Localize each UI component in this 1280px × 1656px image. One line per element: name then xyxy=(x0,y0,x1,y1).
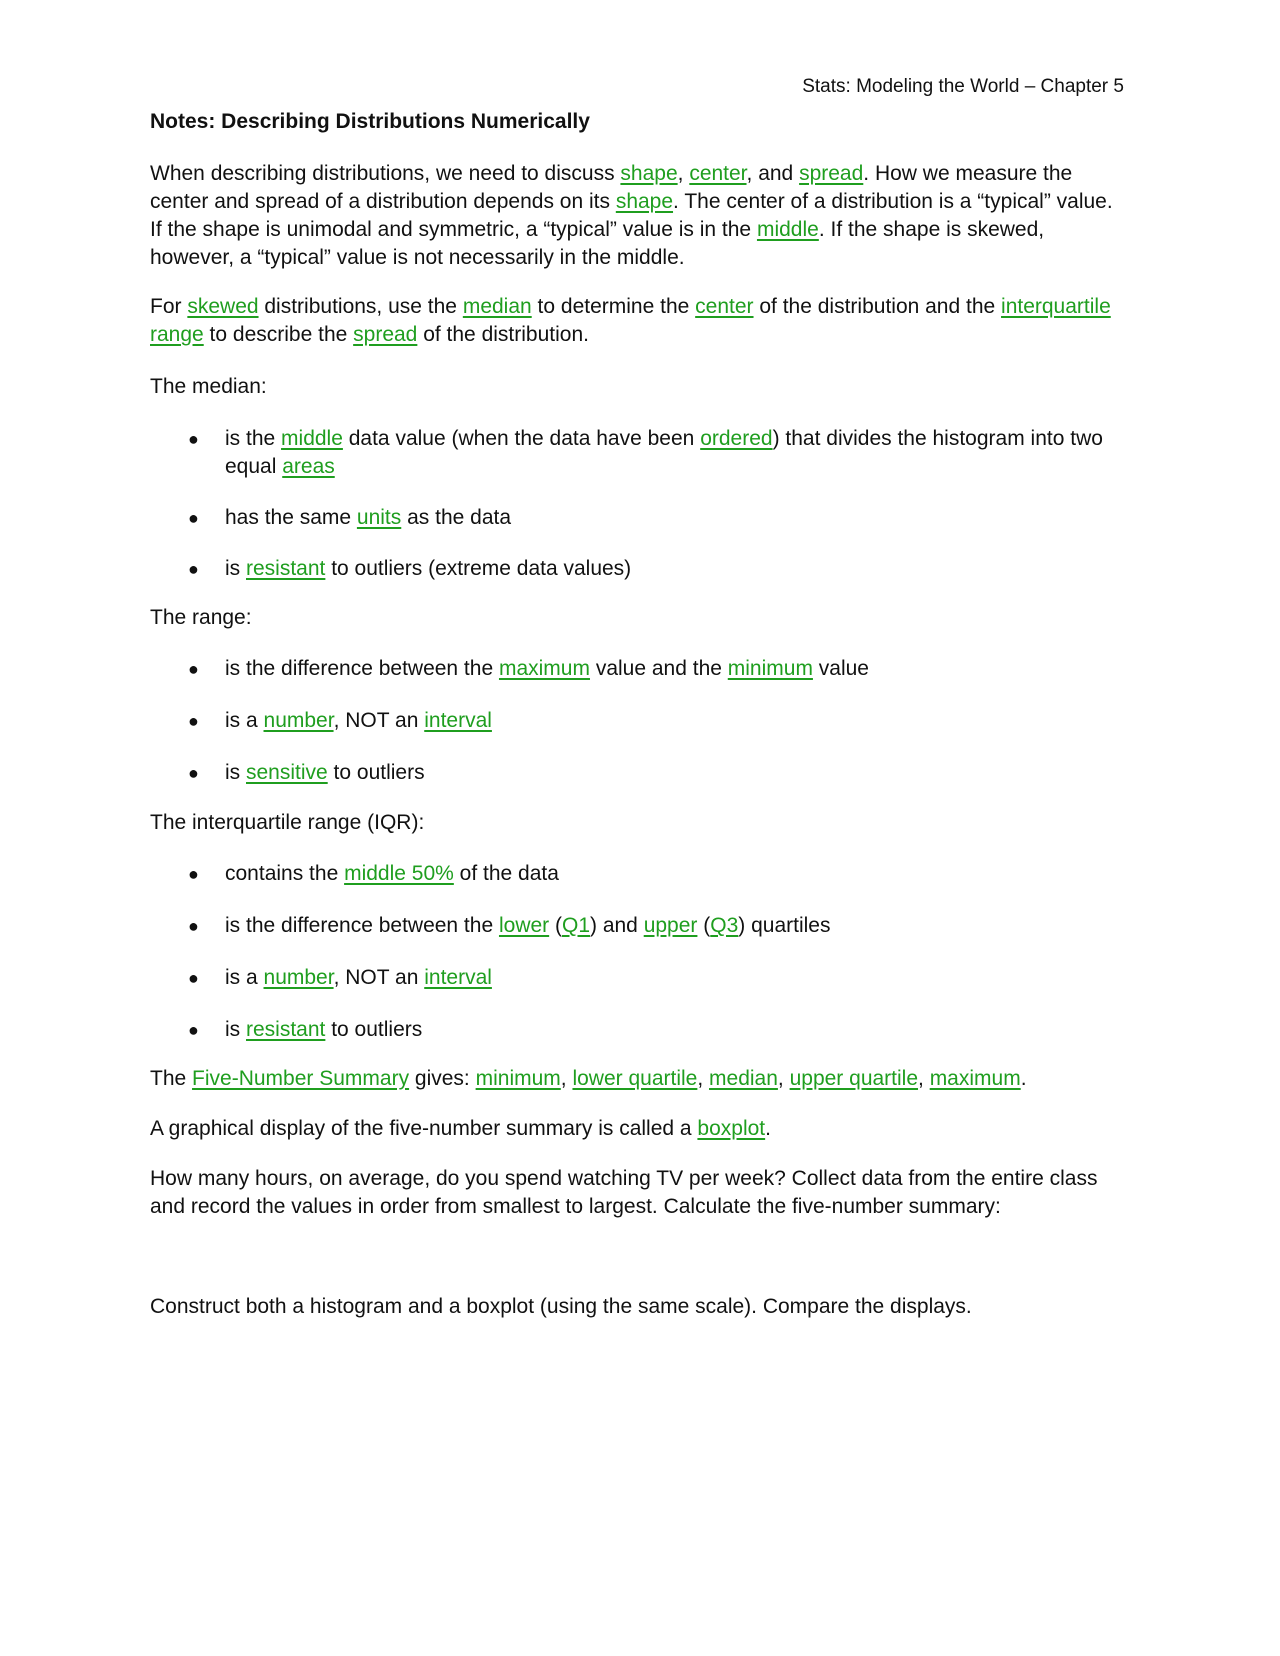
list-item-text xyxy=(225,709,492,732)
list-item xyxy=(150,555,1130,583)
text-run: of the distribution. xyxy=(417,323,589,346)
text-run: distributions, use the xyxy=(258,295,463,318)
answer-term: units xyxy=(356,506,402,529)
iqr-list xyxy=(150,860,1130,1044)
text-run: as the data xyxy=(401,506,512,529)
text-run: to describe the xyxy=(203,323,354,346)
answer-term: minimum xyxy=(475,1067,561,1090)
boxplot-paragraph xyxy=(150,1115,1130,1143)
answer-term: shape xyxy=(620,162,678,185)
text-run: . If the shape is skewed, however, a “typical” value is not necessarily in the middle. xyxy=(150,218,1045,269)
text-run: How many hours, on average, do you spend watching TV per week? Collect data from the entire class and record the values in order from smallest to largest. Calculate the five-number summary: xyxy=(150,1167,1098,1218)
construct-paragraph xyxy=(150,1293,1130,1321)
bullet-icon: ● xyxy=(188,1020,199,1040)
answer-term: number xyxy=(263,966,334,989)
text-run: ( xyxy=(697,914,711,937)
answer-term: resistant xyxy=(246,557,326,580)
bullet-icon: ● xyxy=(188,429,199,449)
answer-term: Q1 xyxy=(561,914,590,937)
list-item-text xyxy=(225,862,559,885)
answer-term: Q3 xyxy=(710,914,739,937)
text-run: to outliers xyxy=(327,761,425,784)
text-run: A graphical display of the five-number summary is called a xyxy=(150,1117,698,1140)
text-run: is the xyxy=(225,427,282,450)
list-item xyxy=(150,912,1130,940)
list-item xyxy=(150,1016,1130,1044)
text-run: , NOT an xyxy=(333,709,425,732)
list-item xyxy=(150,504,1130,532)
text-run: , xyxy=(777,1067,790,1090)
iqr-heading: The interquartile range (IQR): xyxy=(150,811,425,834)
bullet-icon: ● xyxy=(188,659,199,679)
text-run: , xyxy=(560,1067,573,1090)
text-run: value and the xyxy=(589,657,728,680)
text-run: For xyxy=(150,295,188,318)
text-run: data value (when the data have been xyxy=(342,427,701,450)
list-item xyxy=(150,759,1130,787)
answer-term: interquartile range xyxy=(150,295,1111,346)
list-item xyxy=(150,707,1130,735)
list-item-text xyxy=(225,657,869,680)
text-run: ( xyxy=(549,914,562,937)
answer-term: sensitive xyxy=(246,761,328,784)
list-item xyxy=(150,425,1130,481)
text-run: ) that divides the histogram into two equal xyxy=(225,427,1103,478)
bullet-icon: ● xyxy=(188,711,199,731)
text-run: to determine the xyxy=(531,295,696,318)
bullet-icon: ● xyxy=(188,763,199,783)
answer-term: middle xyxy=(281,427,343,450)
list-item-text xyxy=(225,427,1103,478)
text-run: to outliers (extreme data values) xyxy=(325,557,632,580)
text-run: ) quartiles xyxy=(738,914,831,937)
five-number-paragraph xyxy=(150,1065,1130,1093)
answer-term: minimum xyxy=(727,657,813,680)
answer-term: median xyxy=(709,1067,778,1090)
text-run: . xyxy=(765,1117,771,1140)
text-run: of the distribution and the xyxy=(753,295,1002,318)
answer-term: median xyxy=(462,295,532,318)
answer-term: lower xyxy=(498,914,550,937)
answer-term: maximum xyxy=(498,657,590,680)
text-run: . xyxy=(1020,1067,1027,1090)
text-run: is a xyxy=(225,966,264,989)
range-list xyxy=(150,655,1130,787)
answer-term: areas xyxy=(282,455,335,478)
document-title: Notes: Describing Distributions Numerically xyxy=(150,110,590,133)
median-list xyxy=(150,425,1130,583)
text-run: , xyxy=(918,1067,930,1090)
text-run: Construct both a histogram and a boxplot (using the same scale). Compare the displays. xyxy=(150,1295,972,1318)
list-item-text xyxy=(225,966,492,989)
answer-term: interval xyxy=(424,966,492,989)
answer-term: interval xyxy=(424,709,492,732)
text-run: to outliers xyxy=(325,1018,423,1041)
bullet-icon: ● xyxy=(188,864,199,884)
bullet-icon: ● xyxy=(188,916,199,936)
answer-term: center xyxy=(689,162,747,185)
range-heading: The range: xyxy=(150,606,252,629)
answer-term: center xyxy=(695,295,754,318)
page-header: Stats: Modeling the World – Chapter 5 xyxy=(802,76,1124,97)
text-run: is xyxy=(225,1018,246,1041)
answer-term: ordered xyxy=(700,427,773,450)
text-run: , xyxy=(677,162,690,185)
answer-term: upper xyxy=(643,914,698,937)
skewed-paragraph xyxy=(150,293,1130,349)
list-item xyxy=(150,964,1130,992)
answer-term: middle 50% xyxy=(344,862,454,885)
list-item-text xyxy=(225,506,511,529)
text-run: contains the xyxy=(225,862,345,885)
text-run: has the same xyxy=(225,506,357,529)
text-run: , and xyxy=(746,162,800,185)
list-item-text xyxy=(225,761,425,784)
text-run: . The center of a distribution is a “typical” value. If the shape is unimodal and symmetric, a “typical” value is in the xyxy=(150,190,1113,241)
answer-term: lower quartile xyxy=(572,1067,698,1090)
answer-term: number xyxy=(263,709,334,732)
list-item-text xyxy=(225,914,830,937)
bullet-icon: ● xyxy=(188,559,199,579)
answer-term: resistant xyxy=(246,1018,326,1041)
text-run: is the difference between the xyxy=(225,657,499,680)
text-run: . How we measure the center and spread of a distribution depends on its xyxy=(150,162,1073,213)
answer-term: skewed xyxy=(187,295,259,318)
answer-term: Five-Number Summary xyxy=(192,1067,410,1090)
answer-term: spread xyxy=(353,323,418,346)
answer-term: shape xyxy=(615,190,674,213)
text-run: value xyxy=(812,657,869,680)
text-run: is xyxy=(225,557,246,580)
bullet-icon: ● xyxy=(188,968,199,988)
text-run: When describing distributions, we need to discuss xyxy=(150,162,621,185)
question-paragraph xyxy=(150,1165,1130,1221)
text-run: , xyxy=(697,1067,710,1090)
answer-term: upper quartile xyxy=(789,1067,919,1090)
answer-term: spread xyxy=(799,162,864,185)
text-run: ) and xyxy=(590,914,644,937)
intro-paragraph xyxy=(150,160,1130,272)
median-heading: The median: xyxy=(150,375,267,398)
list-item-text xyxy=(225,557,631,580)
answer-term: maximum xyxy=(929,1067,1021,1090)
answer-term: boxplot xyxy=(697,1117,766,1140)
text-run: , NOT an xyxy=(333,966,425,989)
text-run: of the data xyxy=(453,862,559,885)
answer-term: middle xyxy=(756,218,819,241)
text-run: The xyxy=(150,1067,193,1090)
list-item xyxy=(150,860,1130,888)
text-run: is the difference between the xyxy=(225,914,499,937)
bullet-icon: ● xyxy=(188,508,199,528)
list-item xyxy=(150,655,1130,683)
text-run: is a xyxy=(225,709,264,732)
text-run: is xyxy=(225,761,246,784)
text-run: gives: xyxy=(409,1067,476,1090)
list-item-text xyxy=(225,1018,422,1041)
